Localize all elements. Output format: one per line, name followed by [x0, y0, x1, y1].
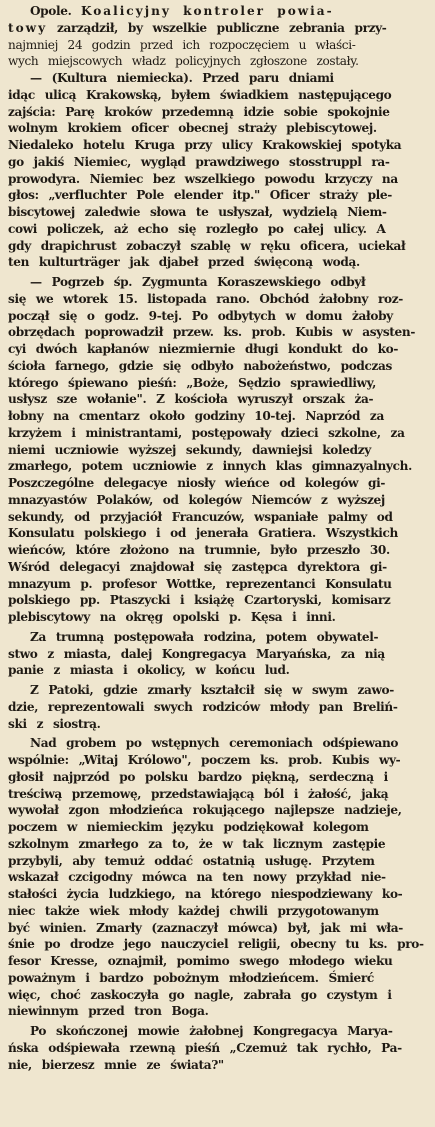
text-line: Poszczególne delegacye niosły wieńce od kolegów gi- [8, 476, 386, 490]
text-line: sekundy, od przyjaciół Francuzów, wspaniałe palmy od [8, 509, 393, 524]
text-line: Za trumną postępowała rodzina, potem obywatel- [30, 629, 379, 644]
text-line: ten kulturträger jak djabeł przed święconą wodą. [8, 255, 360, 270]
text-line: niemi uczniowie wyższej sekundy, dawniejsi koledzy [8, 442, 371, 457]
text-line: cyi dwóch kapłanów niezmiernie długi kondukt do ko- [8, 342, 399, 356]
text-line: być winien. Zmarły (zaznaczył mówca) był, jak mi wła- [8, 920, 403, 935]
text-line: począł się o godz. 9-tej. Po odbytych w domu żałoby [8, 308, 393, 323]
text-line: usłysz sze wołanie". Z kościoła wyruszył orszak ża- [8, 392, 374, 407]
text-line: nie, bierzesz mnie ze świata?" [8, 1057, 224, 1072]
line-rest: zarządził, by wszelkie publiczne zebrania przy- [56, 20, 387, 35]
text-line: Po skończonej mowie żałobnej Kongregacya Marya- [30, 1024, 393, 1038]
text-line: zajścia: Parę kroków przedemną idzie sobie spokojnie [8, 104, 390, 119]
text-line: panie z miasta i okolicy, w końcu lud. [8, 663, 290, 678]
paragraph-z-patoki [8, 682, 427, 732]
text-line: mnazyum p. profesor Wottke, reprezentanci Konsulatu [8, 576, 392, 591]
text-line: więc, choć zaskoczyła go nagle, zabrała go czystym i [8, 987, 392, 1002]
text-line [8, 20, 427, 37]
paragraph-opole [8, 3, 427, 70]
text-line: Z Patoki, gdzie zmarły kształcił się w swym zawo- [30, 683, 394, 697]
text-line: treściwą przemowę, przedstawiającą ból i żałość, jaką [8, 786, 389, 801]
text-line: Konsulatu polskiego i od jenerała Gratiera. Wszystkich [8, 526, 399, 541]
text-line: wieńców, które złożono na trumnie, było przeszło 30. [8, 543, 390, 557]
text-line: Nad grobem po wstępnych ceremoniach odśpiewano [30, 736, 399, 751]
paragraph-nad-grobem [8, 735, 427, 1020]
text-line: wspólnie: „Witaj Królowo", poczem ks. prob. Kubis wy- [8, 753, 401, 767]
text-line: biscytowej zaledwie słowa te usłyszał, wydzielą Niem- [8, 205, 387, 219]
text-line: niewinnym przed tron Boga. [8, 1004, 209, 1019]
text-line: poczem w niemieckim języku podziękował kolegom [8, 820, 369, 834]
headline-continuation: towy [8, 20, 48, 35]
text-line: plebiscytowy na okręg opolski p. Kęsa i inni. [8, 610, 336, 624]
text-line: mnazyastów Polaków, od kolegów Niemców z wyższej [8, 492, 385, 507]
text-line: Wśród delegacyi znajdował się zastępca dyrektora gi- [8, 559, 387, 574]
text-line: zmarłego, potem uczniowie z innych klas gimnazyalnych. [8, 459, 412, 474]
text-line: najmniej 24 godzin przed ich rozpoczęciem u właści- [8, 37, 356, 52]
text-line: dzie, reprezentowali swych rodziców młody pan Breliń- [8, 699, 398, 714]
place-name: Opole. [30, 4, 72, 18]
text-line: przybyli, aby temuż oddać ostatnią usługę. Przytem [8, 853, 375, 868]
text-line: polskiego pp. Ptaszycki i książę Czartoryski, komisarz [8, 593, 391, 608]
text-line: stwo z miasta, dalej Kongregacya Maryańska, za nią [8, 646, 385, 661]
text-line: cowi policzek, aż echo się rozległo po całej ulicy. A [8, 221, 386, 236]
text-line: Niedaleko hotelu Kruga przy ulicy Krakowskiej spotyka [8, 138, 402, 152]
text-line: wskazał czcigodny mówca na ten nowy przykład nie- [8, 870, 386, 885]
newspaper-column [8, 0, 427, 1073]
text-line: — Pogrzeb śp. Zygmunta Koraszewskiego odbył [30, 275, 366, 289]
paragraph-pogrzeb [8, 274, 427, 626]
text-line: się we wtorek 15. listopada rano. Obchód żałobny roz- [8, 291, 403, 306]
text-line: ńska odśpiewała rzewną pieśń „Czemuż tak rychło, Pa- [8, 1040, 402, 1055]
text-line: szkolnym zmarłego za to, że w tak licznym zastępie [8, 836, 386, 851]
text-line: gdy drapichrust zobaczył szablę w ręku oficera, uciekał [8, 238, 406, 253]
paragraph-za-trumna [8, 629, 427, 679]
text-line: ścioła farnego, gdzie się odbyło nabożeństwo, podczas [8, 358, 393, 373]
text-line: którego śpiewano pieśń: „Boże, Sędzio sprawiedliwy, [8, 375, 377, 390]
text-line: — (Kultura niemiecka). Przed paru dniami [30, 71, 334, 85]
text-line: wywołał zgon młodzieńca rokującego najlepsze nadzieje, [8, 803, 402, 818]
text-line [8, 3, 427, 20]
text-line: krzyżem i ministrantami, postępowały dzieci szkolne, za [8, 425, 405, 440]
text-line: fesor Kresse, oznajmił, pomimo swego młodego wieku [8, 954, 393, 968]
text-line: śnie po drodze jego nauczyciel religii, obecny tu ks. pro- [8, 937, 424, 952]
text-line: głosił najprzód po polsku bardzo piękną, serdeczną i [8, 769, 388, 784]
text-line: obrzędach poprowadził przew. ks. prob. Kubis w asysten- [8, 325, 415, 340]
headline-koalicyjny-kontroler: Koalicyjny kontroler powia- [80, 4, 334, 18]
text-line: wych miejscowych władz policyjnych zgłoszone zostały. [8, 54, 359, 69]
text-line: głos: „verfluchter Pole elender itp." Oficer straży ple- [8, 188, 392, 203]
text-line: go jakiś Niemiec, wygląd prawdziwego stosstruppl ra- [8, 154, 390, 169]
text-line: stałości życia ludzkiego, na którego niespodziewany ko- [8, 887, 403, 901]
text-line: wolnym krokiem oficer obecnej straży plebiscytowej. [8, 121, 377, 136]
text-line: ski z siostrą. [8, 716, 101, 731]
text-line: poważnym i bardzo pobożnym młodzieńcem. Śmierć [8, 970, 374, 985]
text-line: idąc ulicą Krakowską, byłem świadkiem następującego [8, 87, 392, 102]
text-line: niec także wiek młody każdej chwili przygotowanym [8, 903, 379, 918]
text-line: prowodyra. Niemiec bez wszelkiego powodu krzyczy na [8, 171, 398, 186]
paragraph-po-skonczonej [8, 1023, 427, 1073]
paragraph-kultura-niemiecka [8, 70, 427, 271]
text-line: łobny na cmentarz około godziny 10-tej. Naprzód za [8, 409, 384, 423]
